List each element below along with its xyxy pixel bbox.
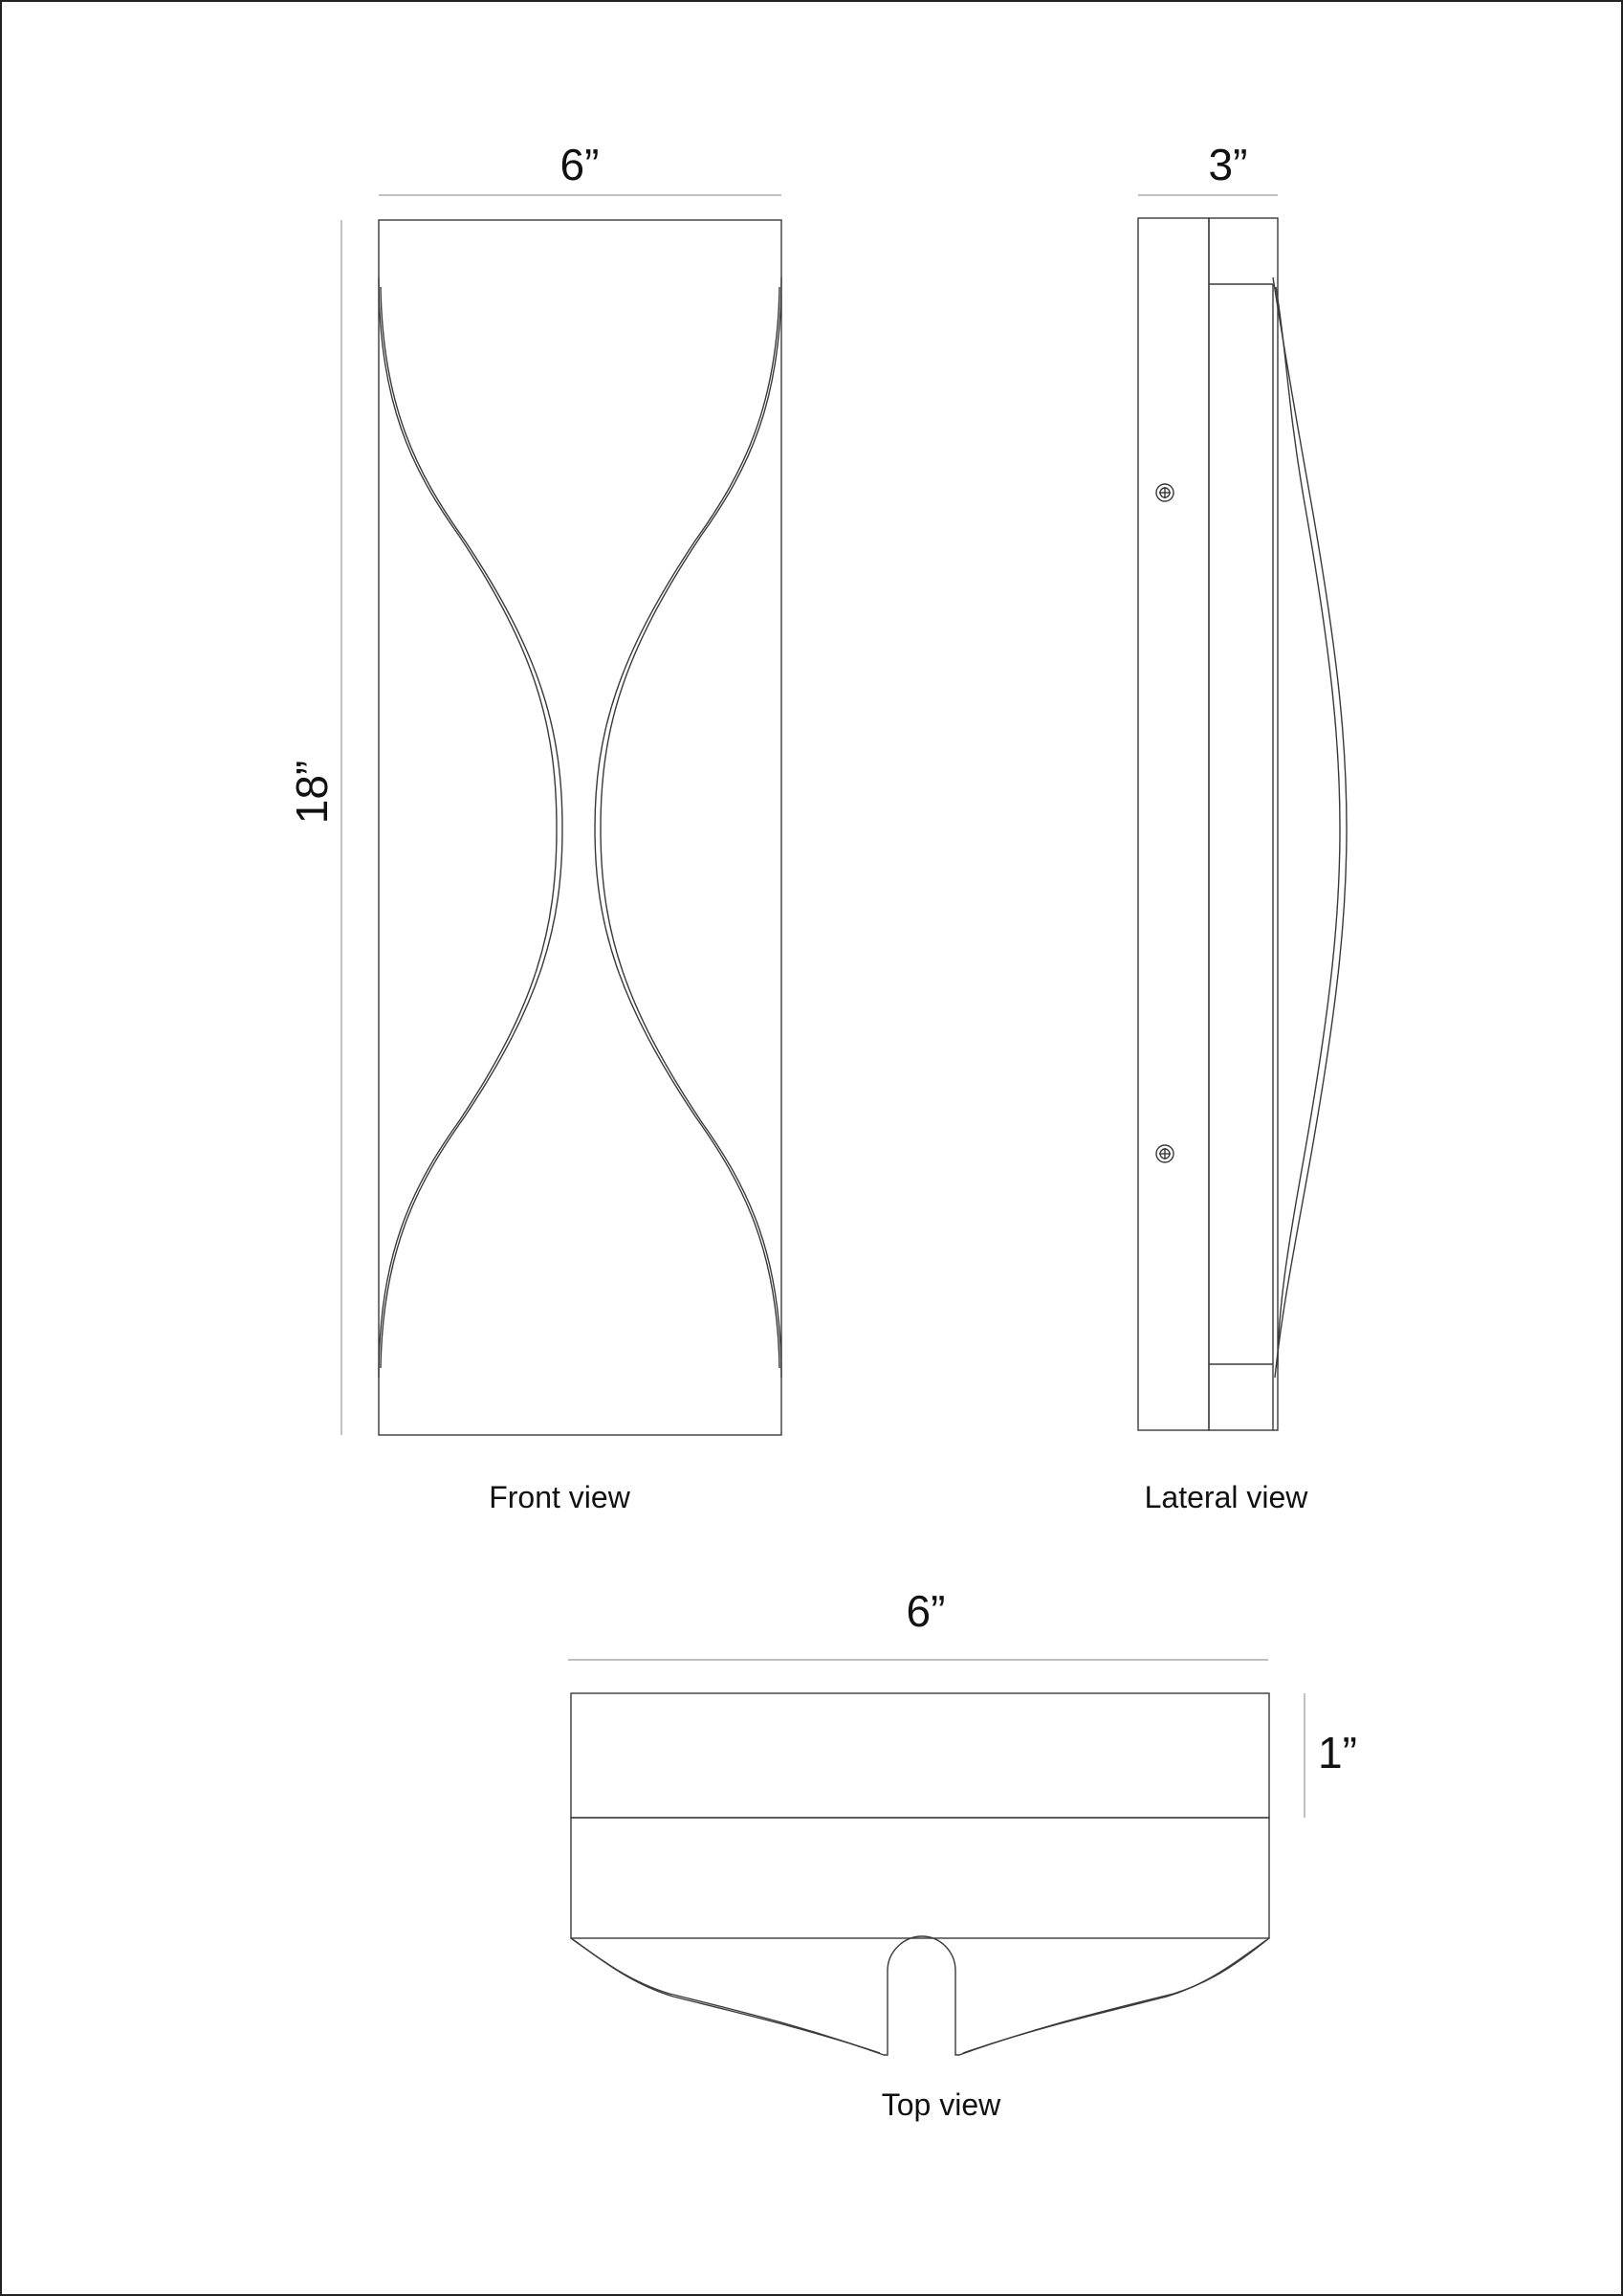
top-shade-edge-right xyxy=(963,1940,1266,2053)
front-view xyxy=(287,140,781,1514)
top-shade-outline xyxy=(571,1936,1269,2055)
top-back-plate xyxy=(571,1693,1269,1818)
sheet-border xyxy=(1,1,1622,2295)
front-panel-outline xyxy=(379,220,781,1435)
top-frame-section xyxy=(571,1818,1269,1938)
screw-icon xyxy=(1156,484,1173,501)
lateral-shade-inner xyxy=(1276,287,1340,1368)
front-left-curve-outer xyxy=(379,277,557,1378)
front-right-curve-inner xyxy=(595,287,779,1368)
front-right-curve-outer xyxy=(601,277,781,1378)
lateral-frame-section xyxy=(1209,218,1278,1430)
lateral-base-plate xyxy=(1138,218,1209,1430)
top-view-caption: Top view xyxy=(881,2087,1001,2122)
lateral-view xyxy=(1138,140,1347,1514)
front-width-label: 6” xyxy=(559,140,600,189)
top-width-label: 6” xyxy=(906,1586,946,1636)
front-view-caption: Front view xyxy=(489,1480,630,1514)
top-shade-edge-left xyxy=(574,1940,880,2053)
lateral-depth-label: 3” xyxy=(1208,140,1248,189)
screw-icon xyxy=(1156,1145,1173,1162)
front-height-label: 18” xyxy=(287,760,337,825)
top-thickness-label: 1” xyxy=(1318,1728,1357,1777)
front-left-curve-inner xyxy=(381,287,562,1368)
lateral-view-caption: Lateral view xyxy=(1144,1480,1308,1514)
lateral-shade-outer xyxy=(1273,277,1347,1378)
top-view xyxy=(568,1586,1357,2122)
